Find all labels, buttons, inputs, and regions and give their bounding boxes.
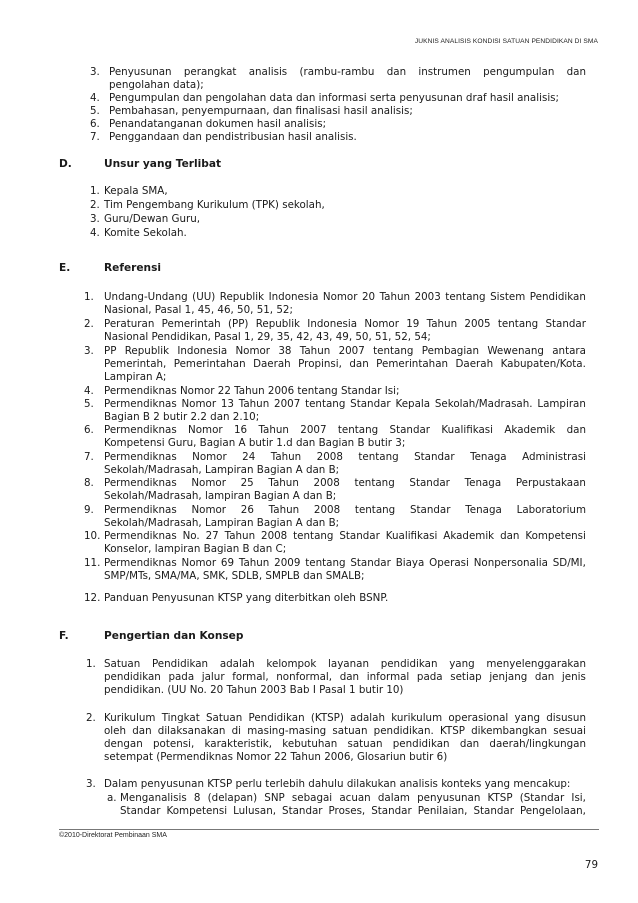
item-text: Nasional, Pasal 1, 45, 46, 50, 51, 52;: [104, 304, 293, 316]
item-text: Sekolah/Madrasah, Lampiran Bagian A dan B;: [104, 464, 340, 476]
item-number: 1.: [84, 291, 94, 303]
item-number: 3.: [86, 778, 96, 790]
item-text: Konselor, lampiran Bagian B dan C;: [104, 543, 287, 555]
item-text: Pemerintah, Pemerintahan Daerah Propinsi, dan Pemerintahan Daerah Kabupaten/Kota.: [104, 358, 586, 370]
item-text: Penggandaan dan pendistribusian hasil analisis.: [109, 131, 357, 143]
item-number: 4.: [90, 227, 100, 239]
section-letter: D.: [59, 158, 72, 170]
footer-copyright: ©2010-Direktorat Pembinaan SMA: [59, 832, 167, 839]
item-number: 2.: [86, 712, 96, 724]
item-number: 7.: [84, 451, 94, 463]
item-number: 7.: [90, 131, 100, 143]
item-text: oleh dan dilaksanakan di masing-masing satuan pendidikan. KTSP dikembangkan sesuai: [104, 725, 586, 737]
item-text: Sekolah/Madrasah, Lampiran Bagian A dan B;: [104, 517, 340, 529]
item-number: 11.: [84, 557, 101, 569]
item-number: 12.: [84, 592, 101, 604]
item-number: 6.: [90, 118, 100, 130]
item-number: 4.: [90, 92, 100, 104]
section-title: Referensi: [104, 262, 162, 274]
item-text: Pembahasan, penyempurnaan, dan finalisasi hasil analisis;: [109, 105, 413, 117]
item-number: 4.: [84, 385, 94, 397]
item-number: 3.: [90, 213, 100, 225]
item-text: Sekolah/Madrasah, lampiran Bagian A dan B;: [104, 490, 337, 502]
running-header: JUKNIS ANALISIS KONDISI SATUAN PENDIDIKAN DI SMA: [414, 38, 598, 45]
footer-divider: [59, 829, 599, 830]
page-number: 79: [584, 859, 598, 871]
item-number: 6.: [84, 424, 94, 436]
item-text: SMP/MTs, SMA/MA, SMK, SDLB, SMPLB dan SMALB;: [104, 570, 365, 582]
item-text: Permendiknas No. 27 Tahun 2008 tentang Standar Kualifikasi Akademik dan Kompetensi: [104, 530, 586, 542]
item-text: Lampiran A;: [104, 371, 167, 383]
item-letter: a.: [107, 792, 117, 804]
item-number: 8.: [84, 477, 94, 489]
item-text: Tim Pengembang Kurikulum (TPK) sekolah,: [104, 199, 325, 211]
item-text: Komite Sekolah.: [104, 227, 187, 239]
item-number: 1.: [90, 185, 100, 197]
item-text: Permendiknas Nomor 24 Tahun 2008 tentang Standar Tenaga Administrasi: [104, 451, 586, 463]
item-text: Satuan Pendidikan adalah kelompok layanan pendidikan yang menyelenggarakan: [104, 658, 586, 670]
item-text: Penyusunan perangkat analisis (rambu-rambu dan instrumen pengumpulan dan: [109, 66, 586, 78]
item-text: Bagian B 2 butir 2.2 dan 2.10;: [104, 411, 260, 423]
item-text: Panduan Penyusunan KTSP yang diterbitkan oleh BSNP.: [104, 592, 389, 604]
item-number: 5.: [84, 398, 94, 410]
item-text: Permendiknas Nomor 26 Tahun 2008 tentang Standar Tenaga Laboratorium: [104, 504, 586, 516]
item-text: Undang-Undang (UU) Republik Indonesia Nomor 20 Tahun 2003 tentang Sistem Pendidikan: [104, 291, 586, 303]
item-text: Permendiknas Nomor 69 Tahun 2009 tentang Standar Biaya Operasi Nonpersonalia SD/MI,: [104, 557, 586, 569]
item-number: 10.: [84, 530, 101, 542]
item-text: pendidikan pada jalur formal, nonformal, dan informal pada setiap jenjang dan jenis: [104, 671, 586, 683]
section-letter: E.: [59, 262, 71, 274]
item-text: Peraturan Pemerintah (PP) Republik Indonesia Nomor 19 Tahun 2005 tentang Standar: [104, 318, 586, 330]
section-title: Unsur yang Terlibat: [104, 158, 222, 170]
item-number: 3.: [84, 345, 94, 357]
item-text: Dalam penyusunan KTSP perlu terlebih dahulu dilakukan analisis konteks yang mencakup:: [104, 778, 571, 790]
item-text: Pengumpulan dan pengolahan data dan informasi serta penyusunan draf hasil analisis;: [109, 92, 560, 104]
item-text: Nasional Pendidikan, Pasal 1, 29, 35, 42, 43, 49, 50, 51, 52, 54;: [104, 331, 431, 343]
item-text: Permendiknas Nomor 13 Tahun 2007 tentang Standar Kepala Sekolah/Madrasah. Lampiran: [104, 398, 586, 410]
item-text: PP Republik Indonesia Nomor 38 Tahun 2007 tentang Pembagian Wewenang antara: [104, 345, 586, 357]
item-text: Penandatanganan dokumen hasil analisis;: [109, 118, 327, 130]
item-text: Permendiknas Nomor 22 Tahun 2006 tentang Standar Isi;: [104, 385, 400, 397]
item-text: Kurikulum Tingkat Satuan Pendidikan (KTSP) adalah kurikulum operasional yang disusun: [104, 712, 586, 724]
section-letter: F.: [59, 630, 69, 642]
item-text: Permendiknas Nomor 25 Tahun 2008 tentang Standar Tenaga Perpustakaan: [104, 477, 586, 489]
item-text: dengan potensi, karakteristik, kebutuhan satuan pendidikan dan daerah/lingkungan: [104, 738, 586, 750]
item-text: setempat (Permendiknas Nomor 22 Tahun 2006, Glosariun butir 6): [104, 751, 448, 763]
item-number: 2.: [84, 318, 94, 330]
item-text: Standar Kompetensi Lulusan, Standar Proses, Standar Penilaian, Standar Pengelolaan,: [120, 805, 586, 817]
item-number: 3.: [90, 66, 100, 78]
item-number: 5.: [90, 105, 100, 117]
item-number: 9.: [84, 504, 94, 516]
item-text: pendidikan. (UU No. 20 Tahun 2003 Bab I Pasal 1 butir 10): [104, 684, 404, 696]
item-text: Kompetensi Guru, Bagian A butir 1.d dan Bagian B butir 3;: [104, 437, 406, 449]
item-text: Menganalisis 8 (delapan) SNP sebagai acuan dalam penyusunan KTSP (Standar Isi,: [120, 792, 586, 804]
section-title: Pengertian dan Konsep: [104, 630, 244, 642]
item-text: Kepala SMA,: [104, 185, 168, 197]
item-text: Permendiknas Nomor 16 Tahun 2007 tentang Standar Kualifikasi Akademik dan: [104, 424, 586, 436]
item-text: Guru/Dewan Guru,: [104, 213, 201, 225]
item-number: 2.: [90, 199, 100, 211]
item-text: pengolahan data);: [109, 79, 204, 91]
item-number: 1.: [86, 658, 96, 670]
